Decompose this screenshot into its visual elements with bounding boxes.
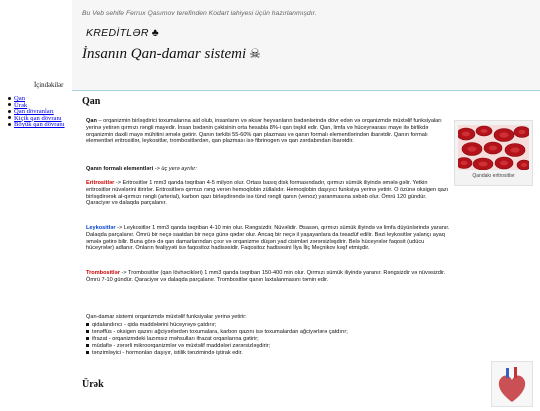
bullet-icon (8, 116, 11, 119)
bullet-icon (8, 110, 11, 113)
trombosit-text: -> Trombositlər (qan lövhəcikləri) 1 mm3 qanda təqriban 150-400 min olur. Qırmızı sümük iliyində yaranır. Rəngsizdir və nüvəsizdir. Ömrü 7-10 gündür. Qaraciyər və dalaqda parçalanır. Trombositlər qanın laxtalanmasını təmin edir. (86, 270, 446, 283)
function-text: tənəffüs - oksigen qazını ağciyərlərdən toxumalara, karbon qazını isə toxumalardan ağciyərlərə çatdırır; (92, 329, 348, 335)
functions-list (86, 322, 348, 357)
qan-intro-paragraph (86, 118, 450, 145)
bullet-icon (86, 323, 89, 326)
page-header (72, 0, 540, 91)
bullet-icon (8, 123, 11, 126)
formal-elements-heading (86, 166, 450, 173)
bullet-icon (8, 103, 11, 106)
toc-link-qan-dovranlari[interactable]: Qan dövranları (14, 108, 54, 115)
formal-heading-term: Qanın formalı elementləri (86, 166, 154, 172)
erythrocytes-image (458, 125, 529, 170)
function-text: qidalandırıcı - qida maddələrini hüceyrəyə çatdırır; (92, 322, 217, 328)
credits-label: KREDİTLƏR (86, 27, 149, 39)
site-title-text: İnsanın Qan-damar sistemi (82, 46, 247, 62)
leykosit-term: Leykositlər (86, 225, 116, 231)
list-item (86, 343, 348, 350)
eritrosit-text: -> Eritrositlər 1 mm3 qanda təqriban 4-5 milyon olur. Ortası basıq disk formasındadır, qırmızı sümük iliyində əmələ gəlir. Yetkin eritrositlər nüvələrini itirirlər. Eritrositlərə qırmızı rəng verən hemoqlobin züllalıdır. Hemoqlobin daşıyıcı funksiya yerinə yetirir. O özünə oksigen qazı birləşdirərək al-qırmızı rəngli (arterial), karbon qazı birləşdirəndə isə tünd rəngli qanın (venoz) yaranmasına səbəb olur. Ömrü 120 gündür. Qaraciyər və dalaqda parçalanır. (86, 180, 449, 207)
section-title-urek: Ürək (82, 379, 104, 390)
site-title (82, 46, 261, 63)
qan-intro-text: – orqanizmin birləşdirici toxumalarına aid olub, insanların və əksər heyvanların bədənlərində dövr edən və orqanizmdə müxtəlif funksiyaları yerinə yetirən qırmızı rəngli mayedir. İnsan bədənin çəkisinin orta hesabla 8%-i qan təşkil edir. Qan, limfa və hüceyrəarası maye ilə birlikdə orqanizmin daxili mayə mühitini əmələ gətirir. Qanın tərkibi 55-60% qan plazması və qanın formalı elementlərindən ibarətdir. Qanın formalı elementləri eritrositlər, leykositlər, trombositlərdən, qan plazması isə fibrinogen və qan zərdabından ibarətdir. (86, 118, 442, 145)
list-item (86, 322, 348, 329)
leykosit-text: -> Leykositlər 1 mm3 qanda təqriban 4-10 min olur. Rəngsizdir. Nüvəlidir. Əsasən, qırmızı sümük iliyində və limfa düyünlərində yaranır. Dalaqda parçalanır. Ömrü bir neçə saatdan bir neçə günə qədər olur. Ancaq bir neçə il yaşayanlara da təsadüf edilir. Bəzi leykositlər yalançı ayaq əmələ gətirə bilir. Buna görə də qan damarlarından çıxır və orqanizme düşən yad cisimləri zərərsizləşdirir. Belə hüceyrələr faqosit (udücu hüceyrələr) adlanır. Onların fealiyyəti isə faqositoz hadisəsidir. Faqositoz hadisəsini İlya İliç Meçnikov kəşf etmişdir. (86, 225, 450, 252)
function-text: tənzimləyici - hormonları daşıyır, istilik tənzimində iştirak edir. (92, 350, 243, 356)
toc-link-qan[interactable]: Qan (14, 95, 25, 102)
toc-link-urek[interactable]: Ürək (14, 101, 28, 109)
toc-link-kicik-qan-dovrani[interactable]: Kiçik qan dövranı (14, 114, 62, 122)
eritrosit-paragraph (86, 180, 450, 207)
red-blood-cells-illustration (458, 125, 529, 170)
toc-item-boyuk-qan-dovrani (8, 122, 65, 129)
heart-diagram-thumbnail (491, 361, 533, 407)
toc-list (8, 96, 65, 129)
leykosit-paragraph (86, 225, 450, 252)
bullet-icon (86, 330, 89, 333)
section-title-qan: Qan (82, 96, 101, 107)
skull-crossbones-icon: ☠ (249, 46, 261, 61)
toc-link-boyuk-qan-dovrani[interactable]: Böyük qan dövranı (14, 121, 65, 128)
credits-link[interactable] (86, 27, 159, 39)
qan-term: Qan (86, 118, 97, 124)
toc-title: İçindəkilər (34, 82, 64, 89)
figure-caption: Qandakı eritrositlər (472, 173, 515, 179)
list-item (86, 329, 348, 336)
erythrocytes-figure (454, 120, 533, 186)
heart-icon (492, 362, 532, 406)
trombosit-paragraph (86, 270, 450, 284)
function-text: müdafiə - zərərli mikroorqanizmlər və müxtəlif maddələri zərərsizləşdirir; (92, 343, 271, 349)
formal-heading-suffix: -> üç yerə ayrılır: (154, 166, 197, 172)
list-item (86, 336, 348, 343)
club-icon: ♣ (151, 27, 159, 39)
function-text: ifrazat - orqanizmdeki lazımsız məhsulları ifrazat orqanlarına gətirir; (92, 336, 259, 342)
header-subtitle: Bu Veb sehife Ferrux Qasımov terefinden Kodart lahiyesi üçün hazırlanmışdır. (82, 10, 317, 17)
bullet-icon (86, 351, 89, 354)
bullet-icon (86, 337, 89, 340)
trombosit-term: Trombositlər (86, 270, 120, 276)
functions-intro: Qan-damar sistemi orqanizmdə müxtəlif funksiyalar yerinə yetirir: (86, 314, 247, 320)
bullet-icon (86, 344, 89, 347)
bullet-icon (8, 97, 11, 100)
eritrosit-term: Eritrositlər (86, 180, 115, 186)
list-item (86, 350, 348, 357)
